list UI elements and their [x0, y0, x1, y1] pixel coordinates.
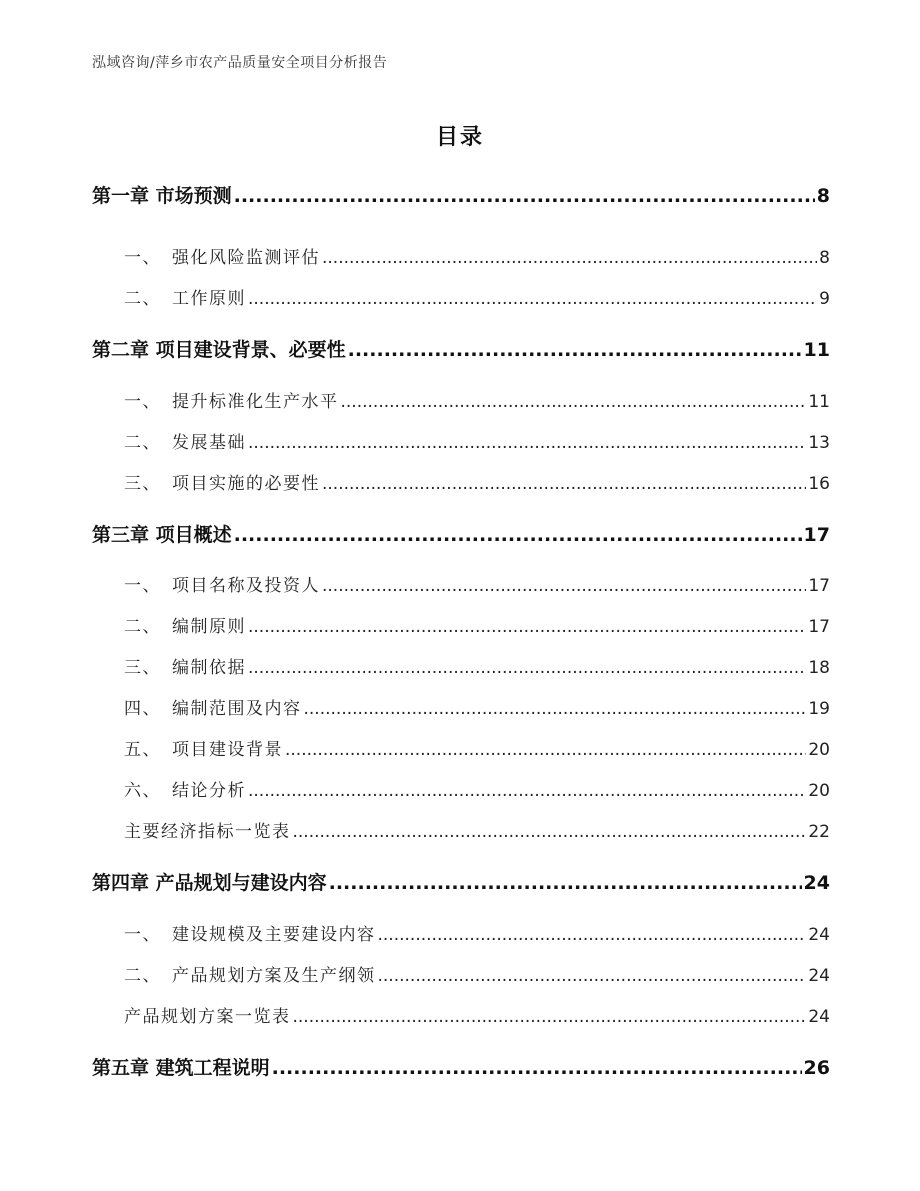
dot-leader [248, 653, 806, 683]
toc-page-number: 17 [803, 524, 830, 546]
toc-page-number: 18 [808, 658, 830, 678]
dot-leader [285, 735, 806, 765]
section-number: 五、 [124, 740, 161, 760]
toc-page-number: 20 [808, 740, 830, 760]
toc-entry-label: 提升标准化生产水平 [172, 392, 339, 412]
dot-leader [248, 776, 806, 806]
dot-leader [234, 520, 802, 550]
toc-entry-label: 发展基础 [172, 433, 246, 453]
toc-chapter-5[interactable] [92, 1053, 830, 1083]
toc-chapter-1[interactable] [92, 181, 830, 211]
toc-page-number: 22 [808, 822, 830, 842]
toc-entry-label: 第五章 建筑工程说明 [92, 1057, 270, 1079]
toc-entry-label: 第二章 项目建设背景、必要性 [92, 339, 346, 361]
toc-page-number: 11 [803, 339, 830, 361]
section-number: 二、 [124, 966, 161, 986]
toc-entry-label: 工作原则 [172, 289, 246, 309]
toc-page-number: 8 [819, 248, 830, 268]
section-number: 三、 [124, 474, 161, 494]
toc-section[interactable] [124, 694, 830, 724]
toc-section[interactable] [124, 571, 830, 601]
toc-entry-label: 产品规划方案一览表 [124, 1007, 291, 1027]
section-number: 四、 [124, 699, 161, 719]
section-number: 三、 [124, 658, 161, 678]
section-number: 六、 [124, 781, 161, 801]
dot-leader [248, 612, 806, 642]
toc-page-number: 24 [808, 966, 830, 986]
toc-page-number: 26 [803, 1057, 830, 1079]
toc-section[interactable] [124, 243, 830, 273]
toc-section[interactable] [124, 961, 830, 991]
dot-leader [378, 920, 807, 950]
toc-entry-label: 强化风险监测评估 [172, 248, 320, 268]
toc-entry-label: 第三章 项目概述 [92, 524, 232, 546]
toc-section[interactable] [124, 469, 830, 499]
dot-leader [378, 961, 807, 991]
dot-leader [322, 469, 806, 499]
dot-leader [341, 387, 807, 417]
toc-entry-label: 结论分析 [172, 781, 246, 801]
toc-section[interactable] [124, 776, 830, 806]
toc-section[interactable] [124, 387, 830, 417]
toc-section[interactable] [124, 920, 830, 950]
toc-section[interactable] [124, 1002, 830, 1032]
toc-section[interactable] [124, 612, 830, 642]
dot-leader [348, 335, 802, 365]
toc-section[interactable] [124, 284, 830, 314]
dot-leader [248, 428, 806, 458]
toc-section[interactable] [124, 653, 830, 683]
section-number: 二、 [124, 289, 161, 309]
toc-section[interactable] [124, 428, 830, 458]
toc-page-number: 17 [808, 576, 830, 596]
section-number: 一、 [124, 392, 161, 412]
section-number: 一、 [124, 248, 161, 268]
toc-page-number: 13 [808, 433, 830, 453]
dot-leader [272, 1053, 802, 1083]
toc-entry-label: 第四章 产品规划与建设内容 [92, 872, 327, 894]
toc-page-number: 20 [808, 781, 830, 801]
page-header: 泓域咨询/萍乡市农产品质量安全项目分析报告 [92, 55, 388, 71]
section-number: 一、 [124, 576, 161, 596]
toc-section[interactable] [124, 735, 830, 765]
toc-chapter-4[interactable] [92, 868, 830, 898]
toc-page-number: 11 [808, 392, 830, 412]
section-number: 二、 [124, 617, 161, 637]
toc-entry-label: 项目建设背景 [172, 740, 283, 760]
toc-page-number: 16 [808, 474, 830, 494]
toc-entry-label: 主要经济指标一览表 [124, 822, 291, 842]
dot-leader [234, 181, 815, 211]
toc-entry-label: 编制依据 [172, 658, 246, 678]
dot-leader [322, 243, 817, 273]
section-number: 一、 [124, 925, 161, 945]
toc-entry-label: 产品规划方案及生产纲领 [172, 966, 376, 986]
toc-page-number: 19 [808, 699, 830, 719]
dot-leader [304, 694, 807, 724]
toc-entry-label: 项目实施的必要性 [172, 474, 320, 494]
dot-leader [329, 868, 802, 898]
toc-page-number: 24 [808, 1007, 830, 1027]
toc-entry-label: 编制原则 [172, 617, 246, 637]
toc-chapter-3[interactable] [92, 520, 830, 550]
dot-leader [248, 284, 817, 314]
toc-entry-label: 编制范围及内容 [172, 699, 302, 719]
toc-page-number: 9 [819, 289, 830, 309]
toc-page-number: 24 [803, 872, 830, 894]
toc-entry-label: 建设规模及主要建设内容 [172, 925, 376, 945]
toc-page-number: 8 [816, 185, 830, 207]
toc-page-number: 17 [808, 617, 830, 637]
toc-page-number: 24 [808, 925, 830, 945]
toc-entry-label: 项目名称及投资人 [172, 576, 320, 596]
dot-leader [293, 817, 807, 847]
toc-entry-label: 第一章 市场预测 [92, 185, 232, 207]
dot-leader [322, 571, 806, 601]
toc-section[interactable] [124, 817, 830, 847]
dot-leader [293, 1002, 807, 1032]
toc-chapter-2[interactable] [92, 335, 830, 365]
section-number: 二、 [124, 433, 161, 453]
toc-title: 目录 [435, 125, 484, 150]
